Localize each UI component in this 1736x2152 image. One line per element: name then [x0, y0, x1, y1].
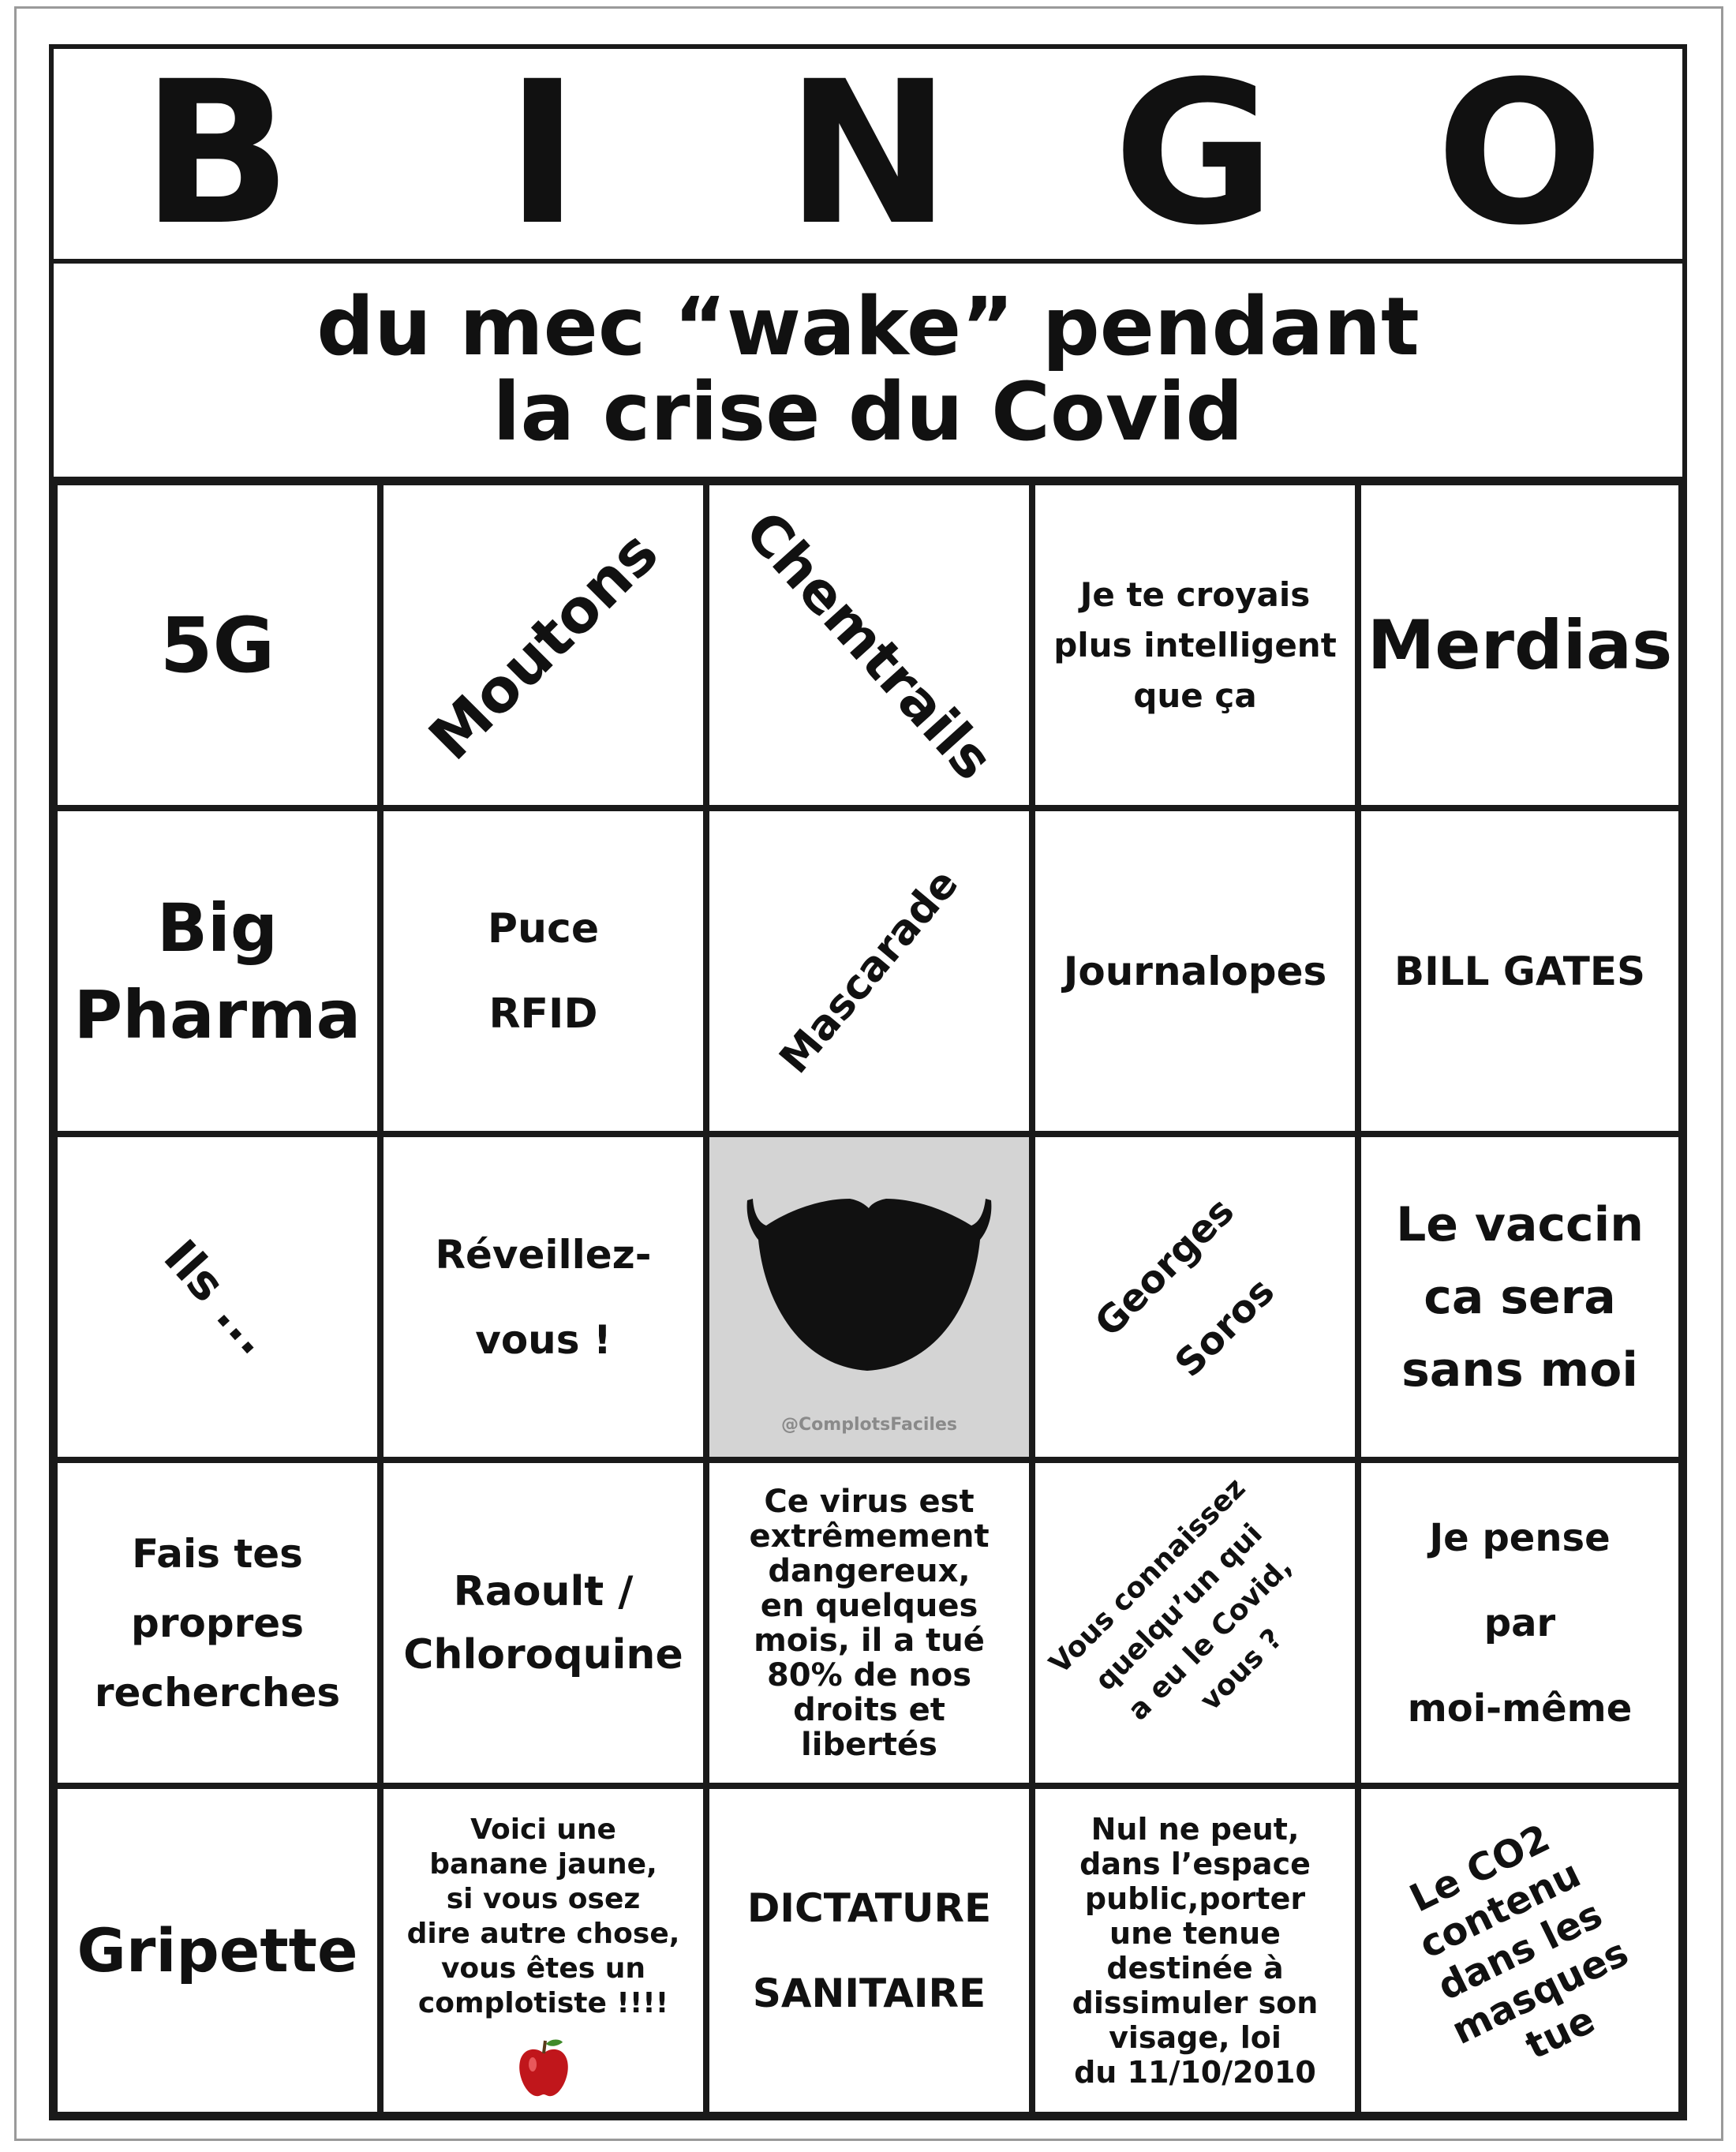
cell-label: Réveillez- vous !	[435, 1231, 652, 1363]
cell-puce-rfid[interactable]	[380, 807, 707, 1135]
bingo-grid	[54, 481, 1682, 2116]
cell-fais-tes-propres-recherches[interactable]	[54, 1459, 381, 1787]
cell-5g[interactable]	[54, 481, 381, 809]
letter-i: I	[505, 39, 580, 268]
cell-label: Ils ...	[152, 1229, 282, 1365]
cell-dictature-sanitaire[interactable]	[705, 1785, 1033, 2116]
cell-bill-gates[interactable]	[1357, 807, 1682, 1135]
face-mask-icon	[709, 1137, 1029, 1457]
cell-label: Nul ne peut, dans l’espace public,porter une tenue destinée à dissimuler son visage, loi du 11/10/2010	[1072, 1811, 1319, 2090]
cell-ce-virus[interactable]	[705, 1459, 1033, 1787]
cell-label: Journalopes	[1063, 948, 1327, 994]
cell-je-pense-par-moi-meme[interactable]	[1357, 1459, 1682, 1787]
cell-raoult-chloroquine[interactable]	[380, 1459, 707, 1787]
subtitle-line-1: du mec “wake” pendant	[316, 280, 1420, 374]
cell-vous-connaissez[interactable]	[1031, 1459, 1359, 1787]
subtitle-line-2: la crise du Covid	[492, 365, 1244, 459]
cell-label: BILL GATES	[1394, 948, 1645, 994]
cell-label: Je te croyais plus intelligent que ça	[1053, 574, 1337, 715]
cell-journalopes[interactable]	[1031, 807, 1359, 1135]
letter-o: O	[1435, 39, 1604, 268]
cell-le-co2[interactable]	[1357, 1785, 1682, 2116]
cell-big-pharma[interactable]	[54, 807, 381, 1135]
letter-n: N	[785, 39, 952, 268]
watermark: @ComplotsFaciles	[781, 1415, 957, 1435]
bingo-board	[49, 39, 1687, 2120]
subtitle	[54, 264, 1682, 481]
cell-banane-jaune[interactable]	[380, 1785, 707, 2116]
cell-label: Le CO2 contenu dans les masques tue	[1402, 1815, 1635, 2068]
cell-label: Le vaccin ca sera sans moi	[1396, 1196, 1644, 1398]
cell-label: Moutons	[414, 516, 672, 773]
cell-label: Fais tes propres recherches	[94, 1530, 341, 1716]
cell-label: Merdias	[1367, 605, 1673, 685]
cell-label: DICTATURE SANITAIRE	[746, 1884, 992, 2016]
cell-reveillez-vous[interactable]	[380, 1133, 707, 1461]
cell-mascarade[interactable]	[705, 807, 1033, 1135]
cell-moutons[interactable]	[380, 481, 707, 809]
apple-icon	[514, 2034, 574, 2101]
cell-label: Je pense par moi-même	[1407, 1515, 1633, 1731]
cell-label: Ce virus est extrêmement dangereux, en quelques mois, il a tué 80% de nos droits et libertés	[749, 1483, 990, 1763]
bingo-letters-row	[54, 39, 1682, 268]
cell-nul-ne-peut[interactable]	[1031, 1785, 1359, 2116]
letter-b: B	[141, 39, 292, 268]
cell-label: Big Pharma	[73, 889, 361, 1054]
cell-ils[interactable]	[54, 1133, 381, 1461]
cell-label: Vous connaissez quelqu’un qui a eu le Covid, vous ?	[1043, 1471, 1299, 1727]
cell-label: Chemtrails	[732, 498, 1006, 792]
cell-label: Gripette	[77, 1914, 358, 1985]
cell-label: Voici une banane jaune, si vous osez dire autre chose, vous êtes un complotiste !!!!	[406, 1813, 680, 2019]
cell-label: 5G	[159, 601, 275, 690]
cell-je-te-croyais[interactable]	[1031, 481, 1359, 809]
cell-label: Mascarade	[770, 859, 968, 1083]
cell-le-vaccin[interactable]	[1357, 1133, 1682, 1461]
cell-gripette[interactable]	[54, 1785, 381, 2116]
cell-label: Puce RFID	[487, 904, 600, 1038]
cell-merdias[interactable]	[1357, 481, 1682, 809]
cell-chemtrails[interactable]	[705, 481, 1033, 809]
cell-label: Georges Soros	[1087, 1188, 1284, 1386]
letter-g: G	[1113, 39, 1276, 268]
free-space[interactable]	[705, 1133, 1033, 1461]
cell-label: Raoult / Chloroquine	[403, 1567, 683, 1679]
cell-georges-soros[interactable]	[1031, 1133, 1359, 1461]
